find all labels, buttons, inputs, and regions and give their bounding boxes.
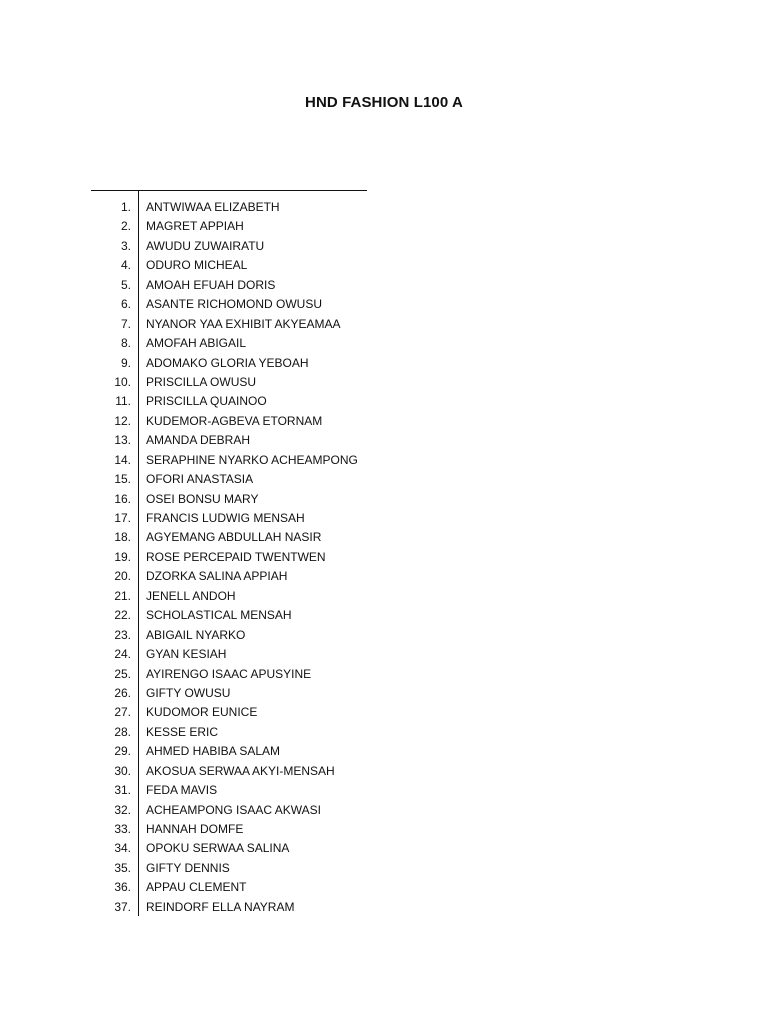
row-number: 37.	[114, 899, 131, 914]
row-number: 23.	[114, 627, 131, 642]
table-row	[91, 315, 358, 334]
table-row	[91, 606, 358, 625]
row-number: 22.	[114, 608, 131, 623]
table-row	[91, 626, 358, 645]
table-row	[91, 334, 358, 353]
student-name: OPOKU SERWAA SALINA	[146, 841, 290, 856]
row-number: 13.	[114, 433, 131, 448]
student-name: ACHEAMPONG ISAAC AKWASI	[146, 802, 321, 817]
row-number: 36.	[114, 880, 131, 895]
table-row	[91, 820, 358, 839]
table-row	[91, 723, 358, 742]
student-name: JENELL ANDOH	[146, 588, 236, 603]
student-name: PRISCILLA QUAINOO	[146, 394, 267, 409]
row-number: 15.	[114, 472, 131, 487]
row-number: 31.	[114, 783, 131, 798]
row-number: 20.	[114, 569, 131, 584]
row-number: 16.	[114, 491, 131, 506]
table-row	[91, 373, 358, 392]
table-row	[91, 762, 358, 781]
student-name: AHMED HABIBA SALAM	[146, 744, 281, 759]
table-row	[91, 237, 358, 256]
table-row	[91, 198, 358, 217]
student-name: ABIGAIL NYARKO	[146, 627, 246, 642]
row-number: 6.	[120, 297, 131, 312]
student-name: DZORKA SALINA APPIAH	[146, 569, 288, 584]
table-row	[91, 801, 358, 820]
row-number: 35.	[114, 860, 131, 875]
document-title: HND FASHION L100 A	[305, 94, 463, 111]
table-row	[91, 587, 358, 606]
student-name: AWUDU ZUWAIRATU	[146, 238, 265, 253]
student-name: FEDA MAVIS	[146, 783, 218, 798]
student-name: APPAU CLEMENT	[146, 880, 247, 895]
table-row	[91, 781, 358, 800]
table-row	[91, 548, 358, 567]
table-row	[91, 859, 358, 878]
row-number: 12.	[114, 413, 131, 428]
table-row	[91, 256, 358, 275]
student-name: AKOSUA SERWAA AKYI-MENSAH	[146, 763, 335, 778]
student-name: ADOMAKO GLORIA YEBOAH	[146, 355, 309, 370]
row-number: 10.	[114, 374, 131, 389]
student-name: GIFTY DENNIS	[146, 860, 230, 875]
table-row	[91, 490, 358, 509]
row-number: 1.	[120, 200, 131, 214]
row-number: 21.	[114, 588, 131, 603]
student-name: GIFTY OWUSU	[146, 685, 231, 700]
student-name: ROSE PERCEPAID TWENTWEN	[146, 549, 326, 564]
row-number: 33.	[114, 822, 131, 836]
student-name: AMOAH EFUAH DORIS	[146, 277, 276, 292]
row-number: 17.	[114, 511, 131, 525]
table-row	[91, 878, 358, 897]
row-number: 19.	[114, 549, 131, 564]
row-number: 26.	[114, 685, 131, 700]
table-row	[91, 742, 358, 761]
table-top-rule	[91, 190, 367, 191]
table-row	[91, 217, 358, 236]
row-number: 14.	[114, 452, 131, 467]
table-row	[91, 567, 358, 586]
table-row	[91, 354, 358, 373]
student-name: MAGRET APPIAH	[146, 219, 244, 234]
student-name: NYANOR YAA EXHIBIT AKYEAMAA	[146, 316, 341, 331]
row-number: 4.	[120, 258, 131, 273]
row-number: 7.	[120, 316, 131, 331]
row-number: 9.	[120, 355, 131, 370]
row-number: 25.	[114, 666, 131, 681]
table-row	[91, 839, 358, 858]
student-name: AGYEMANG ABDULLAH NASIR	[146, 530, 322, 545]
student-name: SERAPHINE NYARKO ACHEAMPONG	[146, 452, 358, 467]
table-row	[91, 392, 358, 411]
student-name: OSEI BONSU MARY	[146, 491, 259, 506]
table-row	[91, 470, 358, 489]
student-name: SCHOLASTICAL MENSAH	[146, 608, 292, 623]
student-name: ANTWIWAA ELIZABETH	[146, 200, 280, 214]
table-row	[91, 431, 358, 450]
table-row	[91, 295, 358, 314]
student-name: GYAN KESIAH	[146, 647, 227, 662]
row-number: 30.	[114, 763, 131, 778]
student-name: HANNAH DOMFE	[146, 822, 244, 836]
student-name: KUDEMOR-AGBEVA ETORNAM	[146, 413, 323, 428]
student-name: REINDORF ELLA NAYRAM	[146, 899, 295, 914]
row-number: 24.	[114, 647, 131, 662]
row-number: 18.	[114, 530, 131, 545]
student-name: PRISCILLA OWUSU	[146, 374, 257, 389]
table-row	[91, 703, 358, 722]
student-name: KUDOMOR EUNICE	[146, 705, 258, 720]
row-number: 11.	[115, 394, 131, 409]
row-number: 29.	[114, 744, 131, 759]
student-name: KESSE ERIC	[146, 724, 219, 739]
row-number: 8.	[120, 336, 131, 351]
row-number: 5.	[120, 277, 131, 292]
table-row	[91, 276, 358, 295]
student-name: AMANDA DEBRAH	[146, 433, 251, 448]
student-name: ASANTE RICHOMOND OWUSU	[146, 297, 323, 312]
student-list	[91, 198, 358, 917]
student-name: AMOFAH ABIGAIL	[146, 336, 247, 351]
table-row	[91, 412, 358, 431]
row-number: 3.	[120, 238, 131, 253]
row-number: 28.	[114, 724, 131, 739]
table-row	[91, 528, 358, 547]
table-row	[91, 645, 358, 664]
row-number: 34.	[114, 841, 131, 856]
row-number: 27.	[114, 705, 131, 720]
row-number: 2.	[120, 219, 131, 234]
table-row	[91, 898, 358, 917]
table-row	[91, 509, 358, 528]
student-name: ODURO MICHEAL	[146, 258, 248, 273]
student-name: OFORI ANASTASIA	[146, 472, 254, 487]
row-number: 32.	[114, 802, 131, 817]
table-row	[91, 451, 358, 470]
student-name: AYIRENGO ISAAC APUSYINE	[146, 666, 312, 681]
table-row	[91, 665, 358, 684]
student-name: FRANCIS LUDWIG MENSAH	[146, 511, 305, 525]
table-row	[91, 684, 358, 703]
